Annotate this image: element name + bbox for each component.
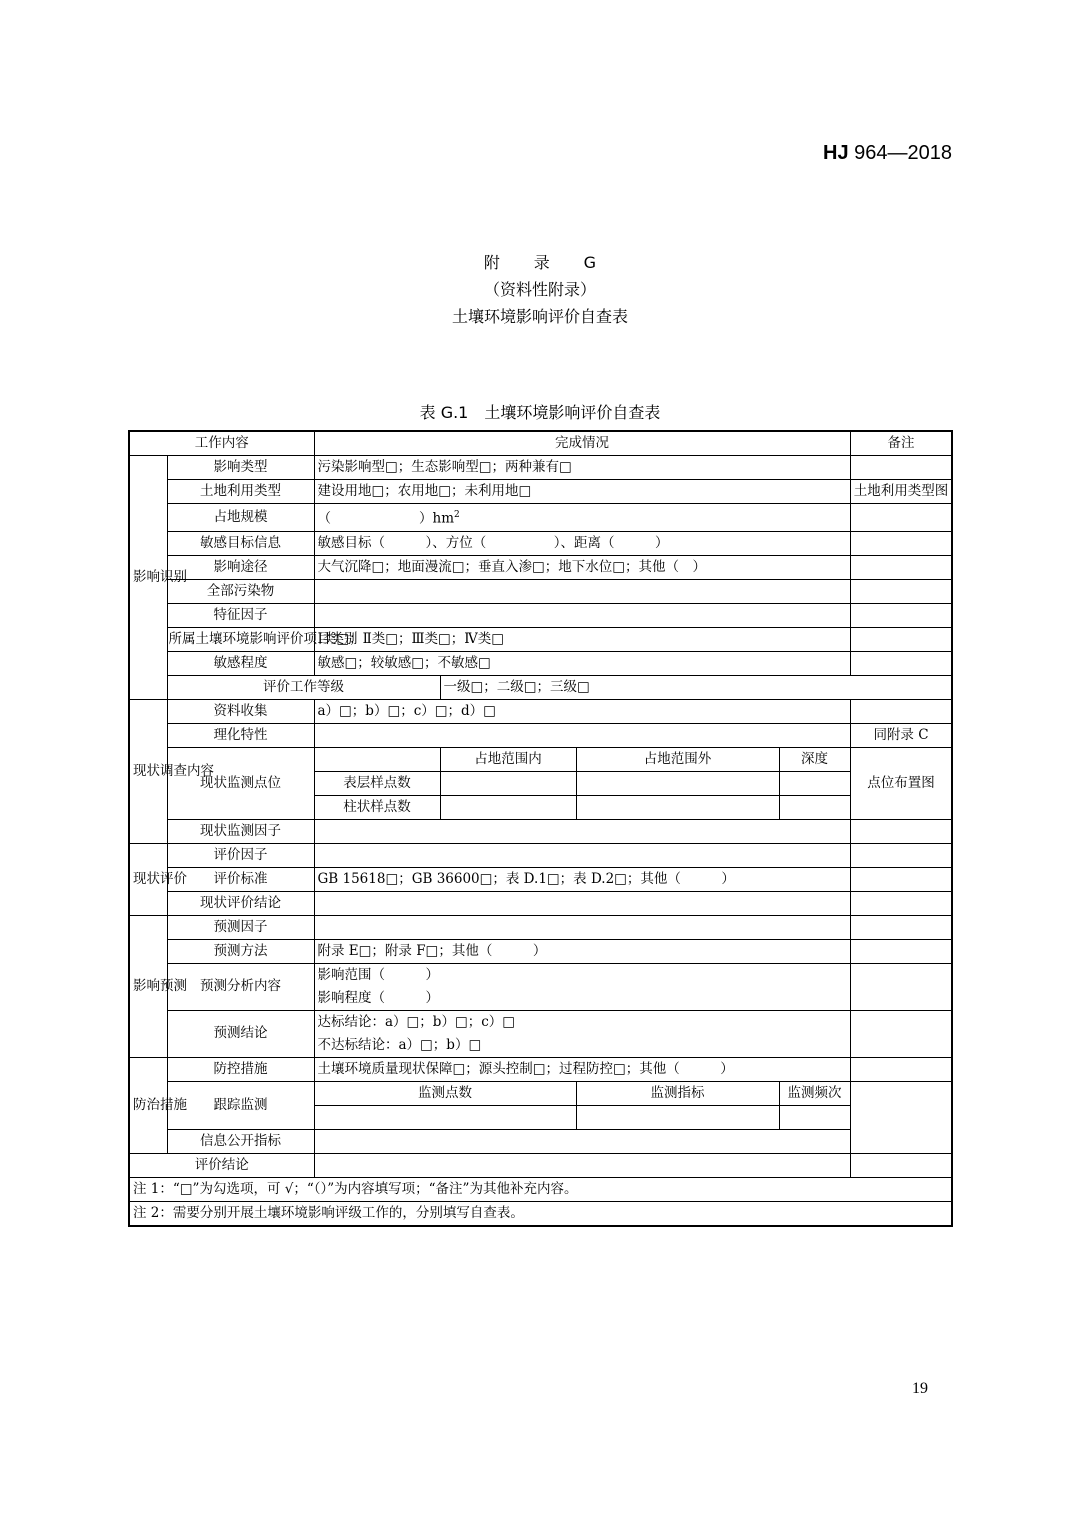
row-label: 信息公开指标 [167, 1129, 314, 1153]
row-value: 敏感□；较敏感□；不敏感□ [314, 651, 850, 675]
group-identify: 影响识别 [129, 456, 167, 700]
row-value: 达标结论：a）□；b）□；c）□ 不达标结论：a）□；b）□ [314, 1010, 850, 1057]
standard-number: HJ 964—2018 [823, 142, 952, 164]
row-label: 预测分析内容 [167, 963, 314, 1010]
row-label: 全部污染物 [167, 579, 314, 603]
row-remark: 同附录 C [850, 723, 952, 747]
monitor-cell [576, 795, 779, 819]
row-remark [850, 843, 952, 867]
table-row [129, 1010, 952, 1057]
table-row [129, 747, 952, 771]
monitor-row-column: 柱状样点数 [314, 795, 440, 819]
table-row [129, 891, 952, 915]
tracking-cell [314, 1105, 576, 1129]
table-row [129, 963, 952, 1010]
row-remark [850, 891, 952, 915]
appendix-title: 土壤环境影响评价自查表 [451, 307, 628, 326]
page-number: 19 [912, 1380, 928, 1397]
row-label: 预测结论 [167, 1010, 314, 1057]
row-value: 敏感目标（ ）、方位（ ）、距离（ ） [314, 531, 850, 555]
table-row [129, 531, 952, 555]
row-label: 影响类型 [167, 456, 314, 480]
header-remark: 备注 [850, 431, 952, 456]
table-row [129, 651, 952, 675]
row-value [314, 915, 850, 939]
table-header-row [129, 431, 952, 456]
table-row [129, 1081, 952, 1105]
table-row [129, 675, 952, 699]
row-label: 现状监测因子 [167, 819, 314, 843]
row-value: 土壤环境质量现状保障□；源头控制□；过程防控□；其他（ ） [314, 1057, 850, 1081]
table-row [129, 867, 952, 891]
table-row [129, 504, 952, 532]
row-value: 污染影响型□；生态影响型□；两种兼有□ [314, 456, 850, 480]
row-value: 一级□；二级□；三级□ [440, 675, 952, 699]
table-row [129, 579, 952, 603]
row-value [314, 603, 850, 627]
table-row [129, 1129, 952, 1153]
row-value: Ⅰ类□；Ⅱ类□；Ⅲ类□；Ⅳ类□ [314, 627, 850, 651]
row-remark [850, 867, 952, 891]
row-remark [850, 915, 952, 939]
note-1: 注 1：“□”为勾选项，可 √；“（）”为内容填写项；“备注”为其他补充内容。 [129, 1177, 952, 1201]
row-label: 理化特性 [167, 723, 314, 747]
row-remark [850, 1010, 952, 1057]
tracking-col-frequency: 监测频次 [779, 1081, 850, 1105]
row-label: 敏感程度 [167, 651, 314, 675]
row-value: 影响范围（ ） 影响程度（ ） [314, 963, 850, 1010]
row-remark [850, 1153, 952, 1177]
monitor-cell [576, 771, 779, 795]
monitor-cell [779, 795, 850, 819]
table-row [129, 603, 952, 627]
tracking-col-points: 监测点数 [314, 1081, 576, 1105]
monitor-col-outside: 占地范围外 [576, 747, 779, 771]
appendix-type: （资料性附录） [483, 280, 596, 299]
row-label: 评价因子 [167, 843, 314, 867]
group-survey: 现状调查内容 [129, 699, 167, 843]
row-remark [850, 699, 952, 723]
row-value: 建设用地□；农用地□；未利用地□ [314, 480, 850, 504]
row-remark [850, 531, 952, 555]
header-status: 完成情况 [314, 431, 850, 456]
row-label: 特征因子 [167, 603, 314, 627]
row-remark: 点位布置图 [850, 747, 952, 819]
row-remark [850, 456, 952, 480]
group-current-eval: 现状评价 [129, 843, 167, 915]
row-value [314, 579, 850, 603]
table-row [129, 627, 952, 651]
appendix-label: 附 录 G [483, 253, 611, 272]
note-row [129, 1177, 952, 1201]
monitor-cell [440, 771, 576, 795]
row-remark [850, 939, 952, 963]
row-remark [850, 1057, 952, 1081]
tracking-cell [576, 1105, 779, 1129]
row-label: 评价工作等级 [167, 675, 440, 699]
row-value [314, 723, 850, 747]
row-remark [850, 627, 952, 651]
row-label: 现状评价结论 [167, 891, 314, 915]
self-check-table [128, 430, 953, 1227]
row-label: 土地利用类型 [167, 480, 314, 504]
row-value [314, 1129, 850, 1153]
row-remark: 土地利用类型图 [850, 480, 952, 504]
row-label: 预测因子 [167, 915, 314, 939]
row-value: 附录 E□；附录 F□；其他（ ） [314, 939, 850, 963]
row-remark [850, 579, 952, 603]
row-label: 评价结论 [129, 1153, 314, 1177]
row-remark [850, 603, 952, 627]
table-row [129, 555, 952, 579]
table-row [129, 915, 952, 939]
row-remark [850, 963, 952, 1010]
tracking-cell [779, 1105, 850, 1129]
monitor-cell [440, 795, 576, 819]
row-label: 资料收集 [167, 699, 314, 723]
row-label: 预测方法 [167, 939, 314, 963]
table-row [129, 939, 952, 963]
table-row [129, 480, 952, 504]
row-value [314, 891, 850, 915]
row-value: GB 15618□；GB 36600□；表 D.1□；表 D.2□；其他（ ） [314, 867, 850, 891]
monitor-col-blank [314, 747, 440, 771]
row-remark [850, 651, 952, 675]
monitor-cell [779, 771, 850, 795]
group-predict: 影响预测 [129, 915, 167, 1057]
row-remark [850, 819, 952, 843]
table-row [129, 456, 952, 480]
table-caption: 表 G.1 土壤环境影响评价自查表 [419, 403, 661, 422]
row-value [314, 819, 850, 843]
monitor-col-inside: 占地范围内 [440, 747, 576, 771]
row-value [314, 843, 850, 867]
row-remark [850, 504, 952, 532]
table-row [129, 819, 952, 843]
row-label: 跟踪监测 [167, 1081, 314, 1129]
table-row [129, 1153, 952, 1177]
monitor-row-surface: 表层样点数 [314, 771, 440, 795]
tracking-col-indicators: 监测指标 [576, 1081, 779, 1105]
row-label: 占地规模 [167, 504, 314, 532]
row-remark [850, 1081, 952, 1153]
row-label: 敏感目标信息 [167, 531, 314, 555]
note-row [129, 1201, 952, 1226]
row-value [314, 1153, 850, 1177]
row-value: a）□；b）□；c）□；d）□ [314, 699, 850, 723]
note-2: 注 2：需要分别开展土壤环境影响评级工作的，分别填写自查表。 [129, 1201, 952, 1226]
table-row [129, 699, 952, 723]
header-work: 工作内容 [129, 431, 314, 456]
group-measures: 防治措施 [129, 1057, 167, 1153]
row-label: 所属土壤环境影响评价项目类别 [167, 627, 314, 651]
row-label: 评价标准 [167, 867, 314, 891]
table-row [129, 1057, 952, 1081]
row-remark [850, 555, 952, 579]
row-value: （ ）$hm^2$ [314, 504, 850, 532]
row-value: 大气沉降□；地面漫流□；垂直入渗□；地下水位□；其他（ ） [314, 555, 850, 579]
table-row [129, 843, 952, 867]
monitor-col-depth: 深度 [779, 747, 850, 771]
row-label: 防控措施 [167, 1057, 314, 1081]
row-label: 影响途径 [167, 555, 314, 579]
table-row [129, 723, 952, 747]
row-label: 现状监测点位 [167, 747, 314, 819]
